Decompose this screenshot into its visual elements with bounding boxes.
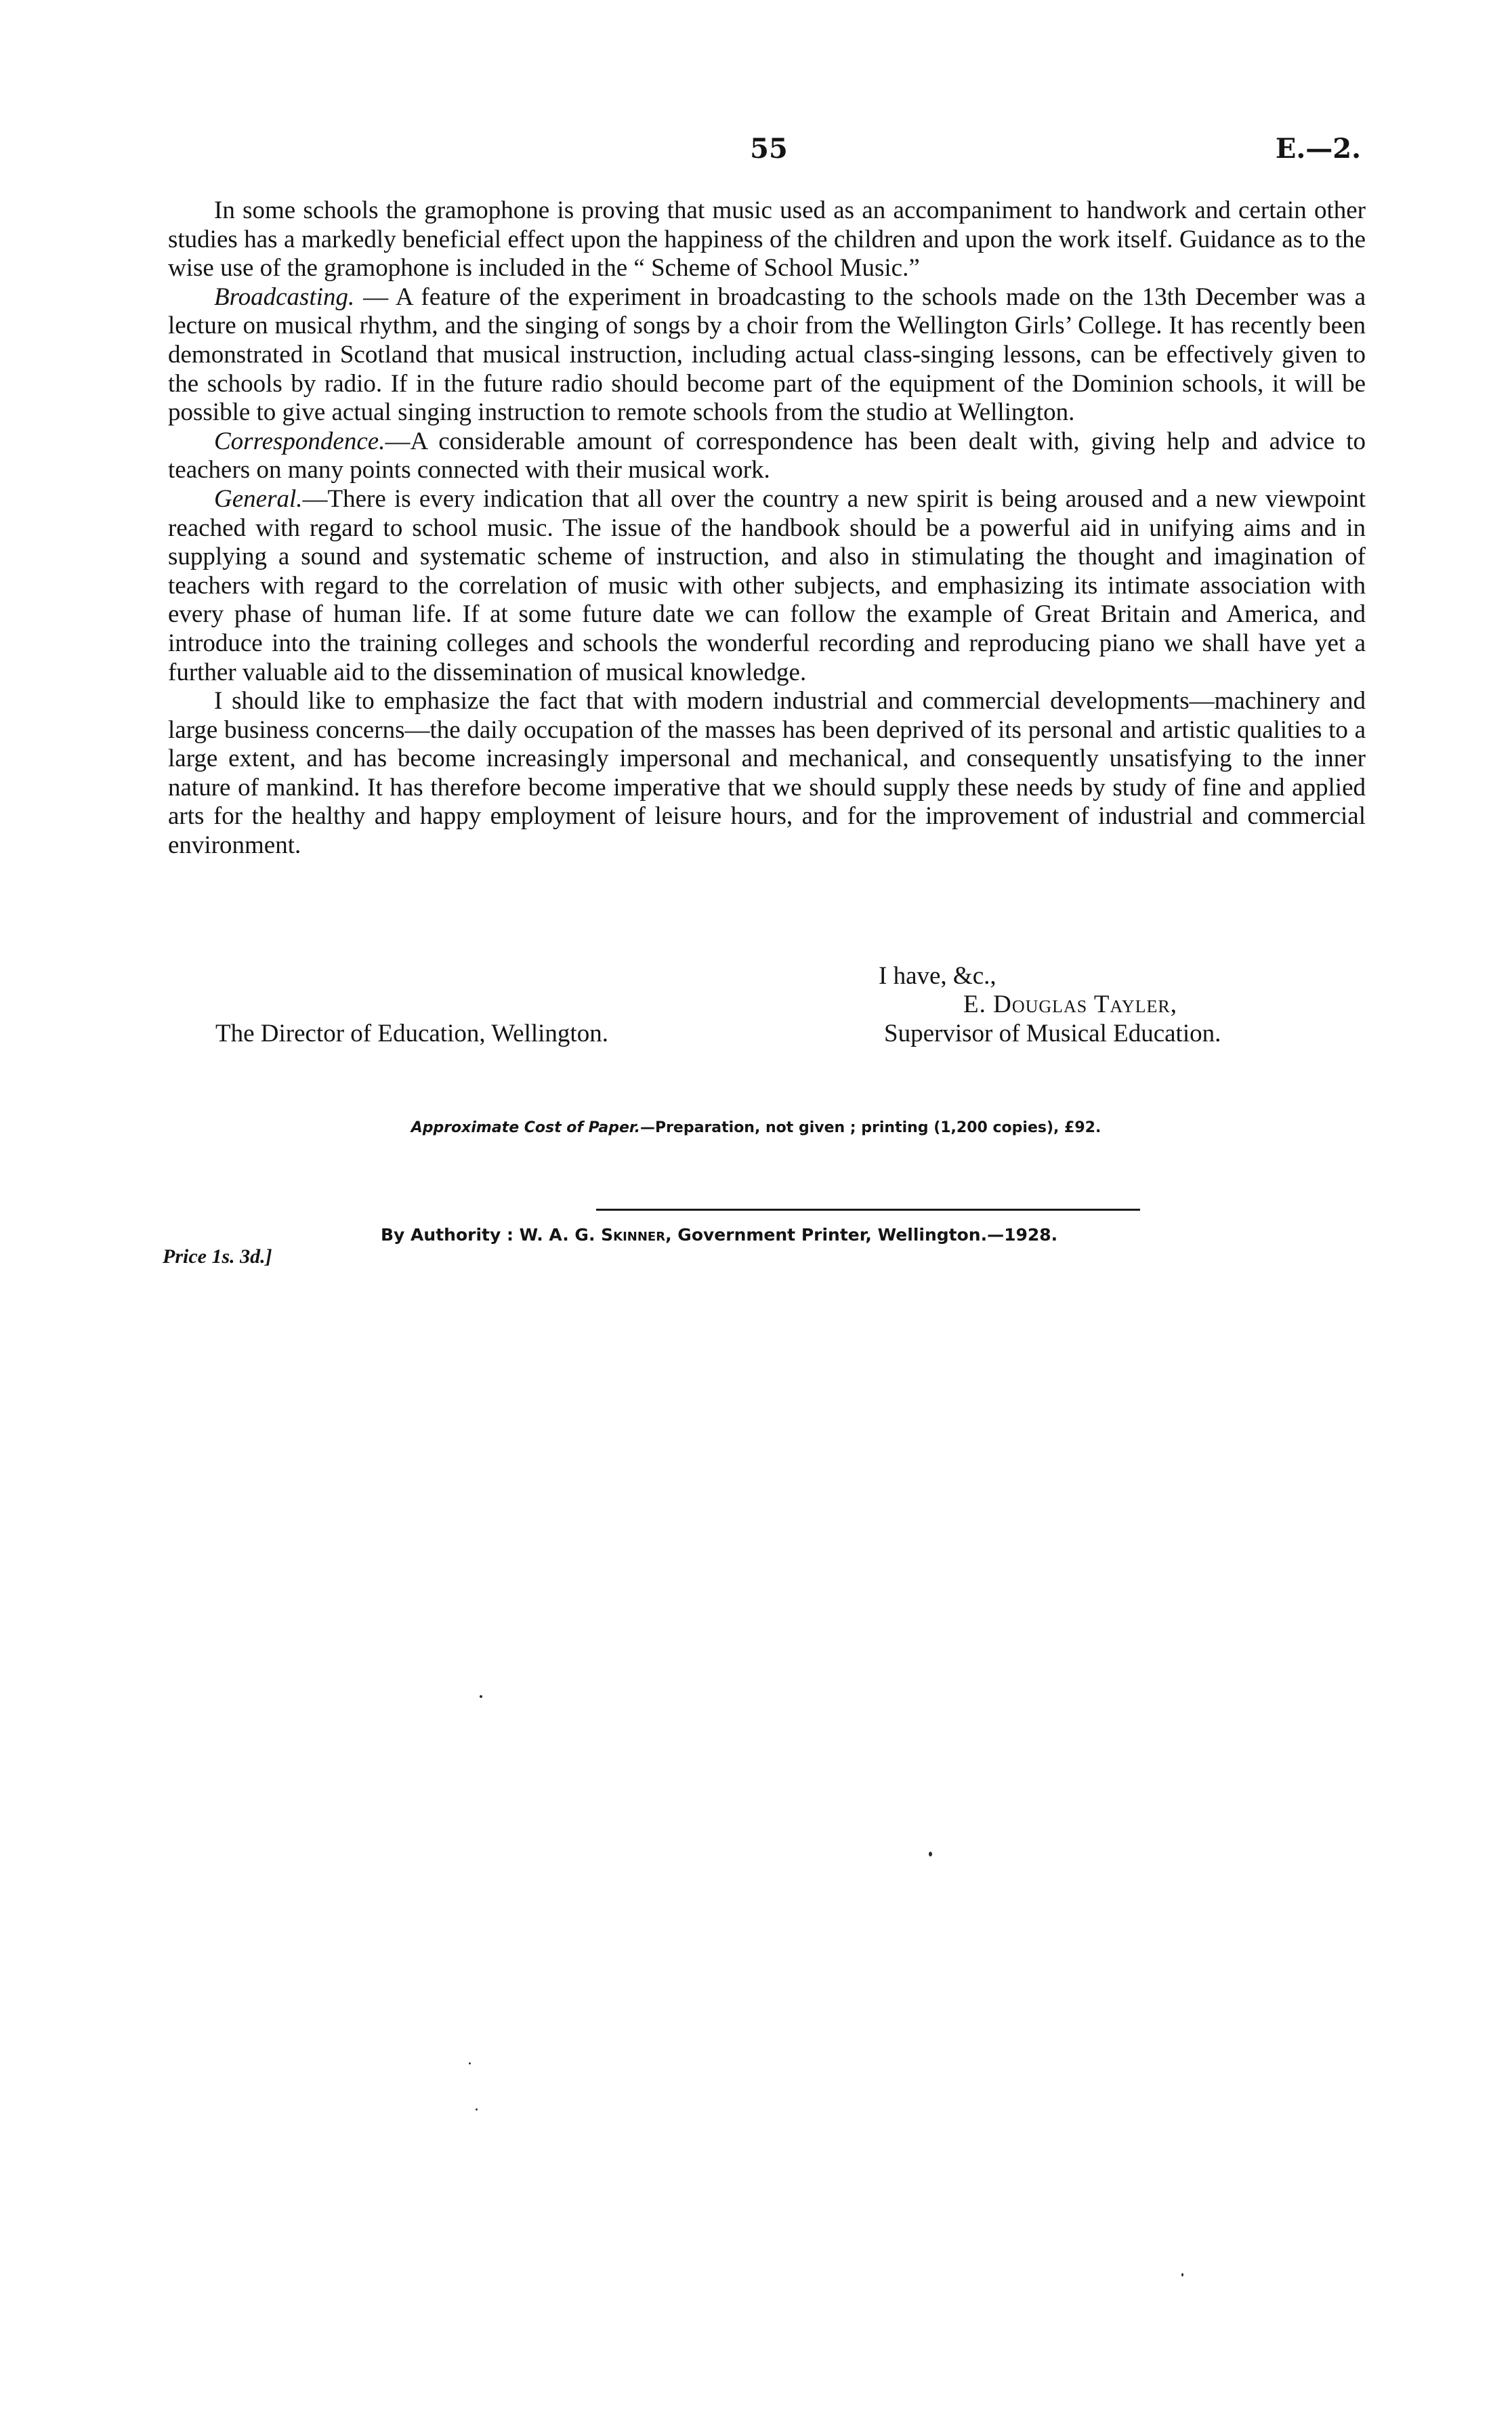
paragraph-correspondence <box>168 428 1366 485</box>
printer-imprint <box>381 1225 1057 1245</box>
imprint-prefix: By Authority : W. A. G. <box>381 1225 602 1245</box>
signatory-title: Supervisor of Musical Education. <box>884 1020 1221 1047</box>
scan-speck <box>476 2108 478 2110</box>
general-text: —There is every indication that all over the country a new spirit is being aroused and a new viewpoint reached with regard to school music. The issue of the handbook should be a powerful aid in unifying aims and in supplying a sound and systematic scheme of instruction, and also in stimulating the thought and imagination of teachers with regard to the correlation of music with other subjects, and emphasizing its intimate association with every phase of human life. If at some future date we can follow the example of Great Britain and America, and introduce into the training colleges and schools the wonderful recording and reproducing piano we shall have yet a further valuable aid to the dissemination of musical knowledge. <box>168 484 1366 686</box>
paragraph-conclusion: I should like to emphasize the fact that with modern industrial and commercial developments—machinery and large business concerns—the daily occupation of the masses has been deprived of its personal and artistic qualities to a large extent, and has become increasingly impersonal and mechanical, and consequently unsatisfying to the inner nature of mankind. It has therefore become imperative that we should supply these needs by study of fine and applied arts for the healthy and happy employment of leisure hours, and for the improvement of industrial and commercial environment. <box>168 687 1366 860</box>
cost-label: Approximate Cost of Paper. <box>411 1119 640 1136</box>
signatory-name: E. Douglas Tayler, <box>963 991 1177 1018</box>
heading-correspondence: Correspondence. <box>214 427 385 455</box>
price-note: Price 1s. 3d.] <box>163 1245 272 1268</box>
letter-closing: I have, &c., <box>879 962 996 990</box>
paragraph-general <box>168 485 1366 687</box>
report-body <box>168 196 1366 860</box>
broadcasting-text: — A feature of the experiment in broadcasting to the schools made on the 13th December was a lecture on musical rhythm, and the singing of songs by a choir from the Wellington Girls’ College. It has recently been demonstrated in Scotland that musical instruction, including actual class-singing lessons, can be effectively given to the schools by radio. If in the future radio should become part of the equipment of the Dominion schools, it will be possible to give actual singing instruction to remote schools from the studio at Wellington. <box>168 283 1366 427</box>
document-code: E.—2. <box>1275 133 1361 165</box>
imprint-suffix: , Government Printer, Wellington.—1928. <box>665 1225 1058 1245</box>
scan-speck <box>480 1695 482 1698</box>
scan-speck <box>469 2062 471 2064</box>
cost-text: —Preparation, not given ; printing (1,200 copies), £92. <box>639 1119 1101 1136</box>
cost-of-paper-note <box>0 1119 1512 1136</box>
heading-broadcasting: Broadcasting. <box>214 283 355 311</box>
addressee: The Director of Education, Wellington. <box>215 1020 608 1047</box>
footer-rule <box>596 1209 1140 1211</box>
page-number: 55 <box>750 133 788 165</box>
paragraph-broadcasting <box>168 283 1366 428</box>
correspondence-text: —A considerable amount of correspondence has been dealt with, giving help and advice to teachers on many points connected with their musical work. <box>168 427 1366 484</box>
paragraph-gramophone: In some schools the gramophone is proving that music used as an accompaniment to handwork and certain other studies has a markedly beneficial effect upon the happiness of the children and upon the work itself. Guidance as to the wise use of the gramophone is included in the “ Scheme of School Music.” <box>168 196 1366 283</box>
heading-general: General. <box>214 484 303 513</box>
scan-speck <box>1181 2273 1183 2276</box>
scan-speck <box>929 1852 932 1856</box>
imprint-printer: Skinner <box>601 1225 666 1245</box>
